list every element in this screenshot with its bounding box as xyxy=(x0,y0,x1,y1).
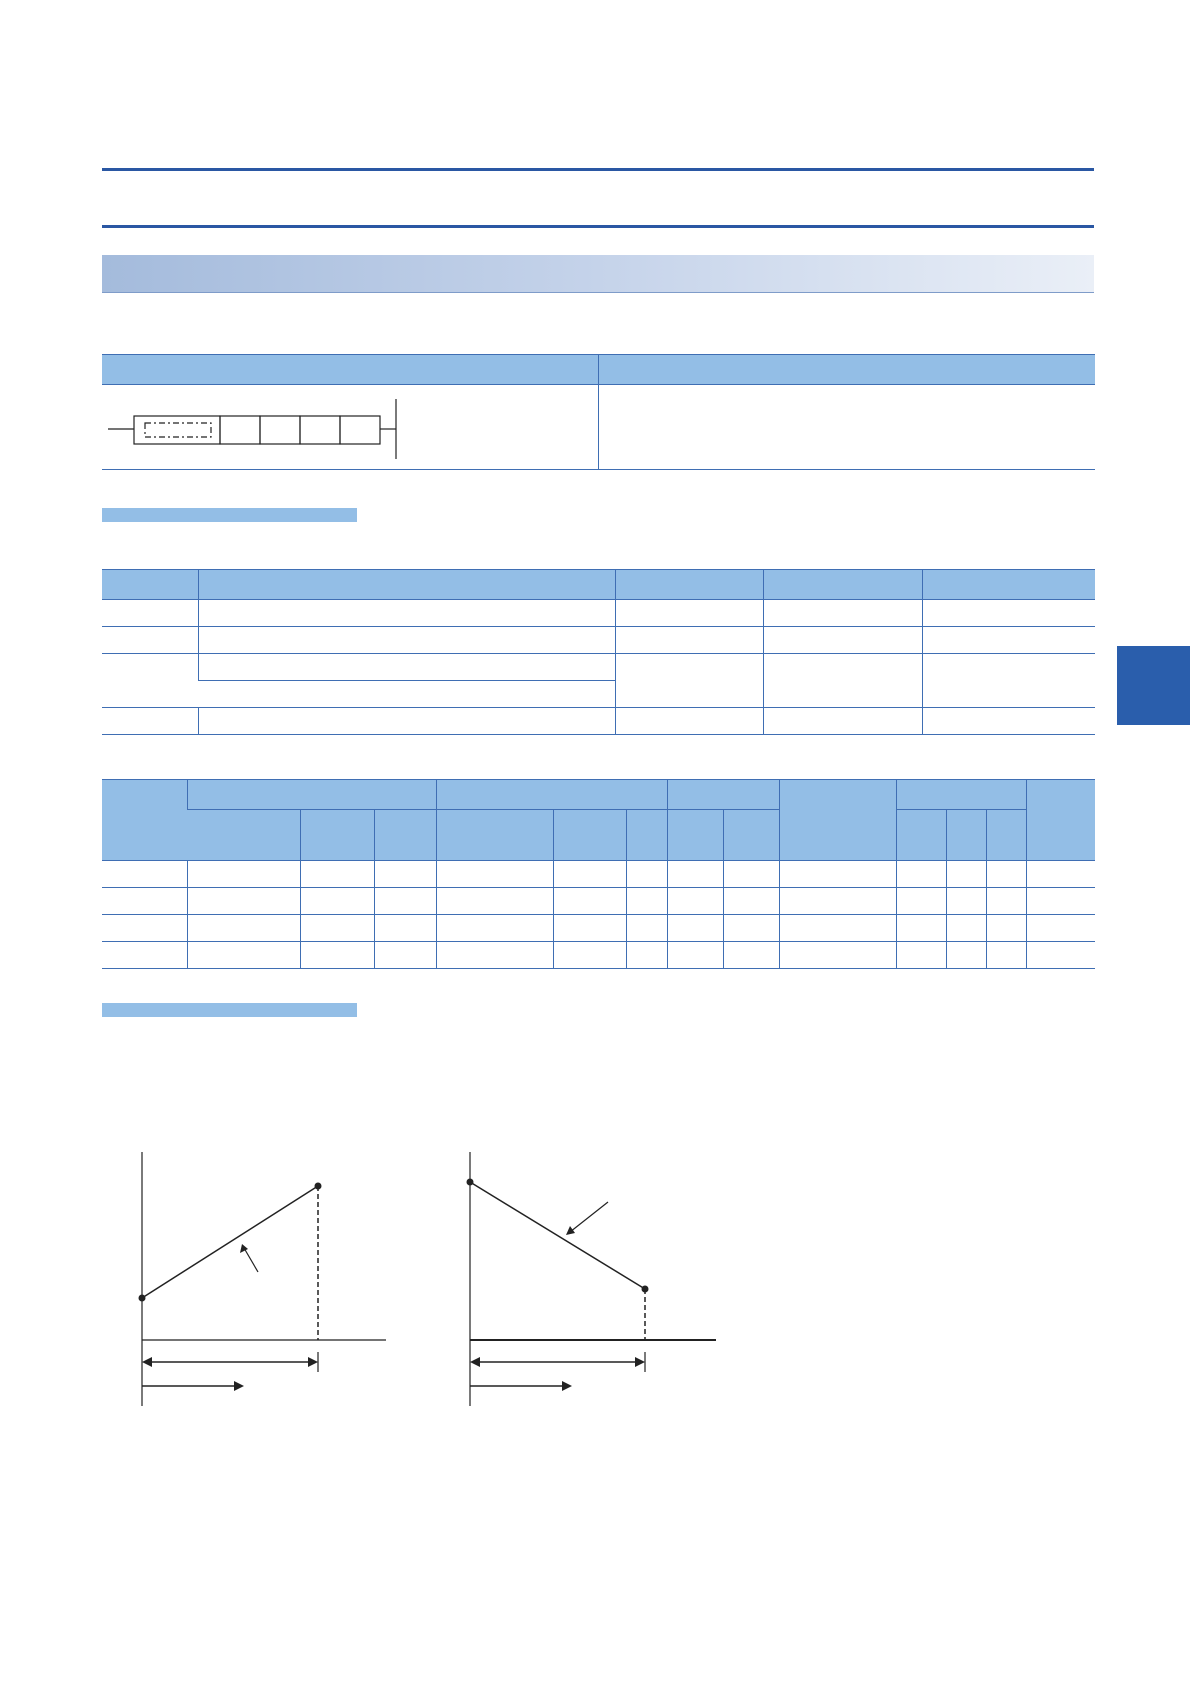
ladder-operand-box-1 xyxy=(220,416,260,444)
ladder-operand-box-3 xyxy=(300,416,340,444)
header-bottom-rule xyxy=(102,225,1094,228)
table-row xyxy=(102,888,1095,915)
chapter-side-tab xyxy=(1117,646,1190,725)
table-row xyxy=(102,861,1095,888)
device-header-group-6 xyxy=(1026,780,1095,861)
applicable-device-table xyxy=(102,779,1095,969)
operand-header-description xyxy=(198,570,615,600)
device-header-group-3 xyxy=(667,780,779,810)
ladder-operand-box-4 xyxy=(340,416,380,444)
operand-header-data-type xyxy=(763,570,922,600)
graph-left-range-arrowhead-right xyxy=(308,1357,318,1367)
table-row xyxy=(102,708,1095,735)
table-row xyxy=(102,600,1095,627)
operand-header-data-type-label xyxy=(922,570,1095,600)
device-header-group-1 xyxy=(187,780,436,810)
graph-left xyxy=(120,1140,400,1410)
table-row xyxy=(102,654,1095,681)
section-title-bar xyxy=(102,255,1094,293)
ladder-symbol-cell xyxy=(102,385,598,470)
table-row xyxy=(102,915,1095,942)
operand-table xyxy=(102,569,1095,735)
graph-left-line xyxy=(142,1186,318,1298)
graph-right-line xyxy=(470,1182,645,1289)
graph-left-callout-arrow xyxy=(244,1248,258,1272)
ladder-symbol xyxy=(102,385,598,469)
device-header-group-4 xyxy=(779,780,896,861)
table-row xyxy=(102,942,1095,969)
graph-right-start-point xyxy=(467,1179,474,1186)
header-top-rule xyxy=(102,168,1094,171)
ladder-description-cell xyxy=(598,385,1095,470)
device-header-operand xyxy=(102,780,187,861)
ladder-instruction-dashed xyxy=(145,423,211,437)
subsection-bar-processing-details xyxy=(102,1003,357,1017)
graph-right-range-arrowhead-left xyxy=(470,1357,480,1367)
device-header-group-5 xyxy=(896,780,1026,810)
graph-left-start-point xyxy=(139,1295,146,1302)
ladder-operand-box-2 xyxy=(260,416,300,444)
ladder-instruction-box xyxy=(134,416,220,444)
operand-header-operand xyxy=(102,570,198,600)
operand-header-range xyxy=(615,570,763,600)
graph-left-range-arrowhead-left xyxy=(142,1357,152,1367)
graph-right-callout-arrow xyxy=(570,1202,608,1232)
graph-right xyxy=(450,1140,730,1410)
graph-right-callout-arrowhead xyxy=(566,1226,575,1235)
instruction-symbol-table xyxy=(102,354,1095,470)
ladder-header-symbol xyxy=(102,355,598,385)
graph-right-direction-arrowhead xyxy=(562,1381,572,1391)
subsection-bar-setting-data xyxy=(102,508,357,522)
graph-left-direction-arrowhead xyxy=(234,1381,244,1391)
device-header-group-2 xyxy=(436,780,667,810)
ladder-header-description xyxy=(598,355,1095,385)
graph-right-range-arrowhead-right xyxy=(635,1357,645,1367)
table-row xyxy=(102,627,1095,654)
